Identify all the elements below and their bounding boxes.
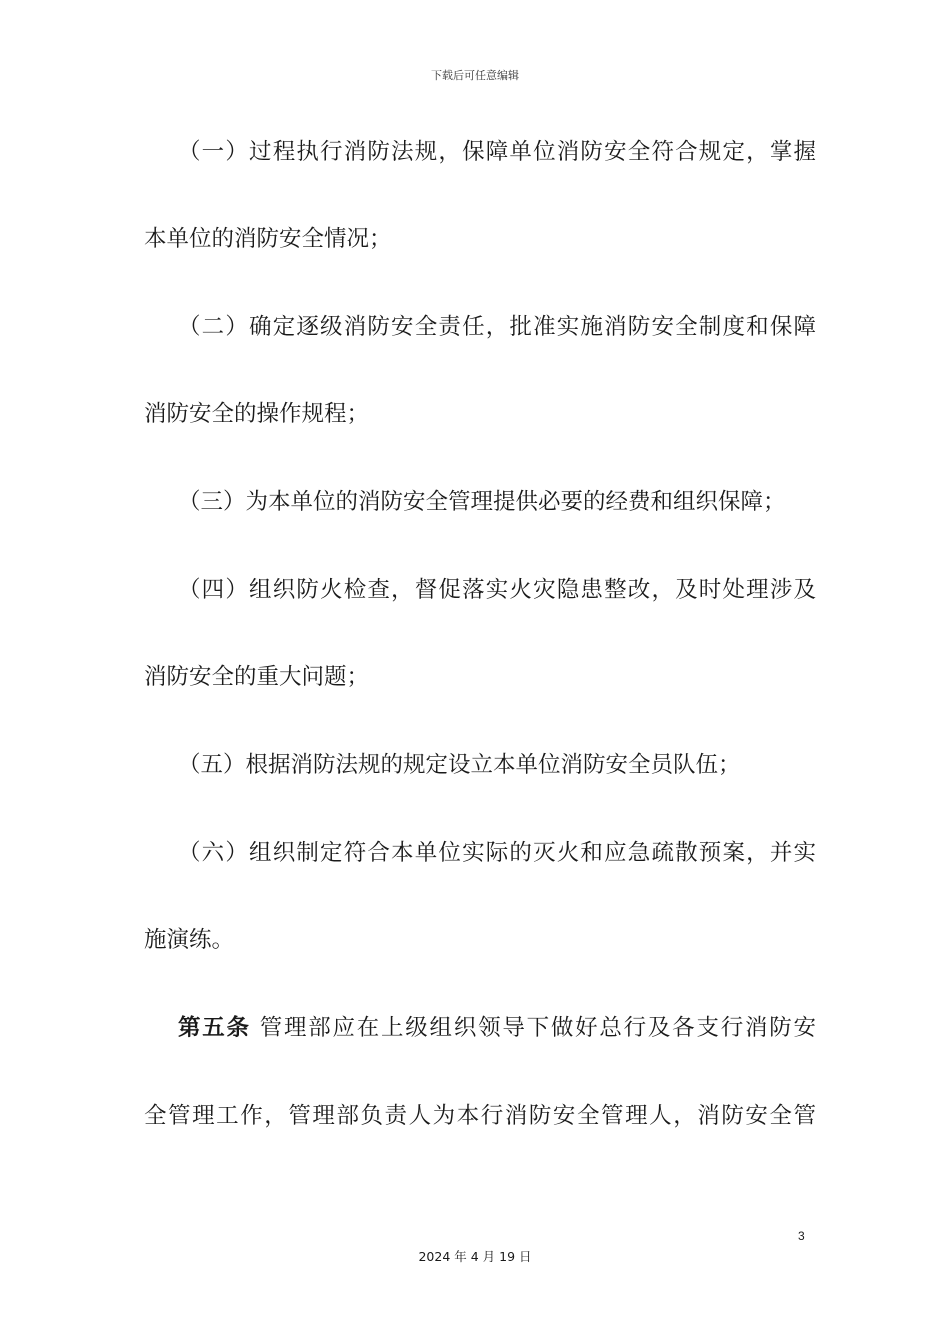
paragraph-line: （一）过程执行消防法规，保障单位消防安全符合规定，掌握 bbox=[178, 139, 816, 165]
paragraph-line: 消防安全的重大问题； bbox=[144, 664, 370, 690]
paragraph-line: （三）为本单位的消防安全管理提供必要的经费和组织保障； bbox=[178, 489, 786, 515]
paragraph-line: 本单位的消防安全情况； bbox=[144, 226, 392, 252]
paragraph-line: （四）组织防火检查，督促落实火灾隐患整改，及时处理涉及 bbox=[178, 577, 816, 603]
article-text: 管理部应在上级组织领导下做好总行及各支行消防安 bbox=[250, 1015, 816, 1041]
paragraph-line: 施演练。 bbox=[144, 927, 235, 953]
paragraph-line: （二）确定逐级消防安全责任，批准实施消防安全制度和保障 bbox=[178, 314, 816, 340]
page-number: 3 bbox=[798, 1229, 805, 1243]
header-note: 下载后可任意编辑 bbox=[431, 69, 519, 82]
article-first-line bbox=[144, 1012, 816, 1044]
paragraph-line: 消防安全的操作规程； bbox=[144, 401, 370, 427]
paragraph-line: （五）根据消防法规的规定设立本单位消防安全员队伍； bbox=[178, 752, 741, 778]
paragraph-line: （六）组织制定符合本单位实际的灭火和应急疏散预案，并实 bbox=[178, 840, 816, 866]
article-term: 第五条 bbox=[178, 1015, 251, 1041]
paragraph-line: 全管理工作，管理部负责人为本行消防安全管理人，消防安全管 bbox=[144, 1103, 816, 1129]
footer-date: 2024 年 4 月 19 日 bbox=[418, 1249, 532, 1264]
